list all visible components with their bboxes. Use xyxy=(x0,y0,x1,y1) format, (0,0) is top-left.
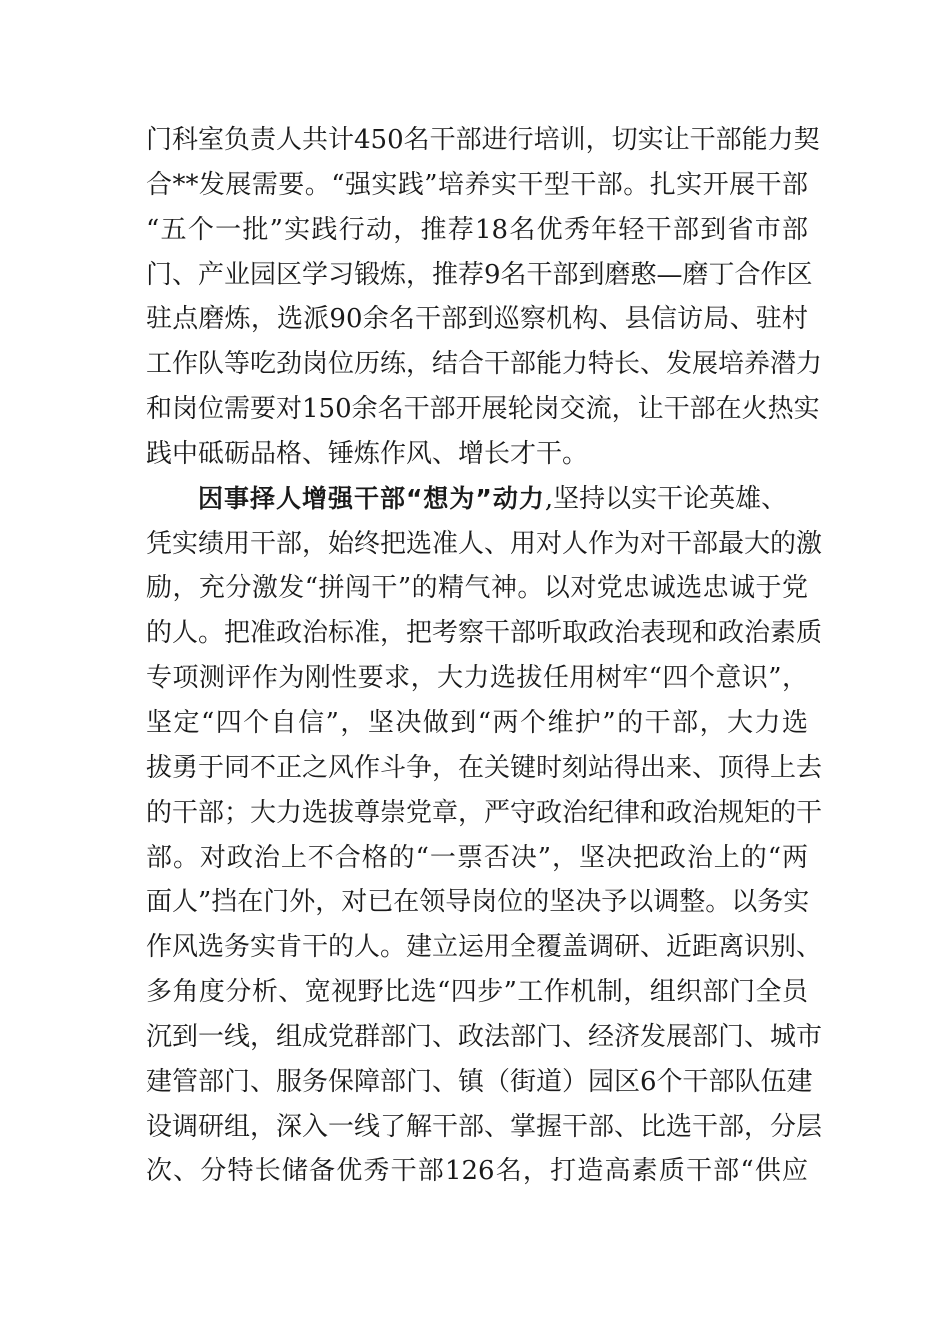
text-line: 坚定“四个自信”，坚决做到“两个维护”的干部，大力选 xyxy=(146,707,808,738)
document-body xyxy=(146,118,823,1194)
text-line: 多角度分析、宽视野比选“四步”工作机制，组织部门全员 xyxy=(146,977,808,1008)
text-line: “五个一批”实践行动，推荐18名优秀年轻干部到省市部 xyxy=(146,214,808,245)
text-line: 设调研组，深入一线了解干部、掌握干部、比选干部，分层 xyxy=(146,1111,823,1142)
text-line: 的人。把准政治标准，把考察干部听取政治表现和政治素质 xyxy=(146,618,823,649)
text-line: 专项测评作为刚性要求，大力选拔任用树牢“四个意识”， xyxy=(146,663,808,694)
text-line: 践中砥砺品格、锤炼作风、增长才干。 xyxy=(146,438,589,469)
text-line: 门科室负责人共计450名干部进行培训，切实让干部能力契 xyxy=(146,125,820,155)
text-line: 面人”挡在门外，对已在领导岗位的坚决予以调整。以务实 xyxy=(146,887,810,918)
text-line: 合**发展需要。“强实践”培养实干型干部。扎实开展干部 xyxy=(146,169,808,200)
text-line: 励，充分激发“拼闯干”的精气神。以对党忠诚选忠诚于党 xyxy=(146,573,808,604)
text-line: 作风选务实肯干的人。建立运用全覆盖调研、近距离识别、 xyxy=(146,932,823,963)
text-line: 工作队等吃劲岗位历练，结合干部能力特长、发展培养潜力 xyxy=(146,349,823,380)
paragraph-heading: 因事择人增强干部“想为”动力 xyxy=(198,483,545,513)
text-line: 沉到一线，组成党群部门、政法部门、经济发展部门、城市 xyxy=(146,1021,823,1052)
paragraph-1 xyxy=(146,118,823,477)
text-line: 门、产业园区学习锻炼，推荐9名干部到磨憨—磨丁合作区 xyxy=(146,259,813,290)
text-line: 拔勇于同不正之风作斗争，在关键时刻站得出来、顶得上去 xyxy=(146,752,823,783)
paragraph-heading-line xyxy=(146,477,808,522)
text-line: 和岗位需要对150余名干部开展轮岗交流，让干部在火热实 xyxy=(146,394,820,425)
text-line: 建管部门、服务保障部门、镇（街道）园区6个干部队伍建 xyxy=(146,1066,813,1097)
text-line: 次、分特长储备优秀干部126名，打造高素质干部“供应 xyxy=(146,1156,808,1187)
paragraph-2 xyxy=(146,477,823,1195)
text-line: 的干部；大力选拔尊崇党章，严守政治纪律和政治规矩的干 xyxy=(146,797,823,828)
heading-continuation: ,坚持以实干论英雄、 xyxy=(544,483,788,514)
text-line: 部。对政治上不合格的“一票否决”，坚决把政治上的“两 xyxy=(146,842,808,873)
text-line: 凭实绩用干部，始终把选准人、用对人作为对干部最大的激 xyxy=(146,528,823,559)
text-line: 驻点磨炼，选派90余名干部到巡察机构、县信访局、驻村 xyxy=(146,304,808,335)
